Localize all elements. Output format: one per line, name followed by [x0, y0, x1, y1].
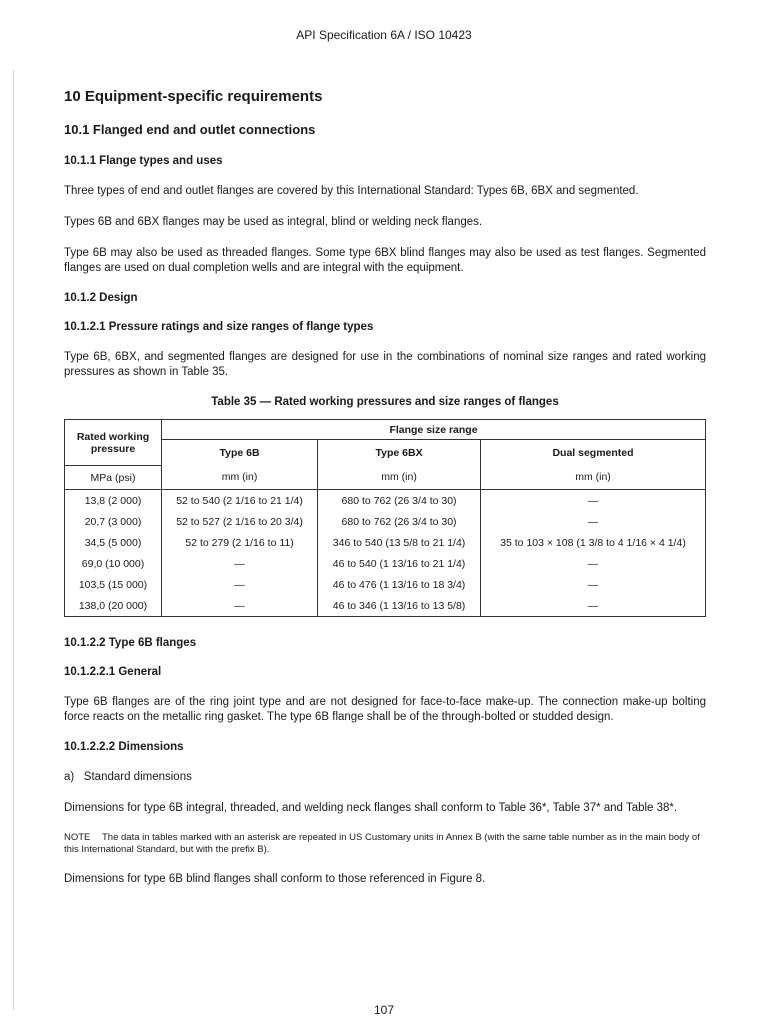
paragraph: Dimensions for type 6B integral, threaded, and welding neck flanges shall conform to Table 36*, Table 37* and Table 38*. — [64, 802, 678, 814]
page-body — [64, 88, 706, 903]
table-row — [65, 574, 706, 595]
paragraph: Types 6B and 6BX flanges may be used as integral, blind or welding neck flanges. — [64, 216, 483, 228]
table-row — [65, 511, 706, 532]
cell-6bx: 46 to 540 (1 13/16 to 21 1/4) — [318, 553, 481, 574]
section-heading-10-1-2-2: 10.1.2.2 Type 6B flanges — [64, 637, 197, 649]
cell-segmented: — — [481, 511, 706, 532]
section-heading-10-1: 10.1 Flanged end and outlet connections — [64, 122, 316, 137]
scan-margin-line — [13, 70, 14, 1010]
list-item-a: a) Standard dimensions — [64, 771, 192, 783]
column-header-segmented: Dual segmented — [481, 440, 706, 466]
cell-pressure: 138,0 (20 000) — [65, 595, 162, 617]
cell-6bx: 680 to 762 (26 3/4 to 30) — [318, 490, 481, 512]
cell-pressure: 20,7 (3 000) — [65, 511, 162, 532]
cell-6b: 52 to 540 (2 1/16 to 21 1/4) — [162, 490, 318, 512]
cell-6b: — — [162, 595, 318, 617]
paragraph: Type 6B may also be used as threaded flanges. Some type 6BX blind flanges may also be used as test flanges. Segmented flanges are used on dual completion wells and are integral with the equipment. — [64, 247, 706, 274]
page-number: 107 — [373, 1003, 395, 1017]
column-group-header: Flange size range — [162, 420, 706, 440]
column-header-6b: Type 6B — [162, 440, 318, 466]
table-row — [65, 490, 706, 512]
unit-segmented: mm (in) — [481, 466, 706, 490]
section-heading-10-1-1: 10.1.1 Flange types and uses — [64, 155, 223, 167]
cell-pressure: 13,8 (2 000) — [65, 490, 162, 512]
unit-pressure: MPa (psi) — [65, 466, 162, 490]
cell-pressure: 103,5 (15 000) — [65, 574, 162, 595]
cell-6bx: 680 to 762 (26 3/4 to 30) — [318, 511, 481, 532]
unit-6bx: mm (in) — [318, 466, 481, 490]
paragraph: Type 6B, 6BX, and segmented flanges are designed for use in the combinations of nominal size ranges and rated working pressures as shown in Table 35. — [64, 351, 706, 378]
paragraph: Dimensions for type 6B blind flanges shall conform to those referenced in Figure 8. — [64, 873, 486, 885]
section-heading-10-1-2-2-2: 10.1.2.2.2 Dimensions — [64, 741, 184, 753]
section-heading-10: 10 Equipment-specific requirements — [64, 88, 323, 105]
cell-pressure: 34,5 (5 000) — [65, 532, 162, 553]
cell-6b: — — [162, 574, 318, 595]
column-header-6bx: Type 6BX — [318, 440, 481, 466]
cell-segmented: 35 to 103 × 108 (1 3/8 to 4 1/16 × 4 1/4) — [481, 532, 706, 553]
paragraph: Type 6B flanges are of the ring joint type and are not designed for face-to-face make-up. The connection make-up bolting force reacts on the metallic ring gasket. The type 6B flange shall be of the through-bolted or studded design. — [64, 696, 706, 723]
section-heading-10-1-2-2-1: 10.1.2.2.1 General — [64, 666, 162, 678]
note-text: The data in tables marked with an asterisk are repeated in US Customary units in Annex B (with the same table number as in the main body of this International Standard, but with the prefix B). — [64, 832, 700, 855]
cell-segmented: — — [481, 553, 706, 574]
note — [64, 832, 706, 856]
cell-6bx: 46 to 346 (1 13/16 to 13 5/8) — [318, 595, 481, 617]
column-header-pressure: Rated working pressure — [65, 420, 162, 466]
cell-6b: — — [162, 553, 318, 574]
section-heading-10-1-2: 10.1.2 Design — [64, 292, 138, 304]
flange-pressure-table — [64, 419, 706, 617]
cell-segmented: — — [481, 595, 706, 617]
paragraph: Three types of end and outlet flanges are covered by this International Standard: Types 6B, 6BX and segmented. — [64, 185, 639, 197]
table-row — [65, 553, 706, 574]
cell-6bx: 46 to 476 (1 13/16 to 18 3/4) — [318, 574, 481, 595]
table-caption: Table 35 — Rated working pressures and size ranges of flanges — [211, 396, 559, 408]
note-label: NOTE — [64, 832, 91, 843]
table-row — [65, 595, 706, 617]
cell-6b: 52 to 279 (2 1/16 to 11) — [162, 532, 318, 553]
unit-6b: mm (in) — [162, 466, 318, 490]
cell-6b: 52 to 527 (2 1/16 to 20 3/4) — [162, 511, 318, 532]
cell-segmented: — — [481, 490, 706, 512]
cell-pressure: 69,0 (10 000) — [65, 553, 162, 574]
table-row — [65, 532, 706, 553]
section-heading-10-1-2-1: 10.1.2.1 Pressure ratings and size ranges of flange types — [64, 321, 374, 333]
cell-segmented: — — [481, 574, 706, 595]
cell-6bx: 346 to 540 (13 5/8 to 21 1/4) — [318, 532, 481, 553]
running-header: API Specification 6A / ISO 10423 — [296, 28, 472, 42]
